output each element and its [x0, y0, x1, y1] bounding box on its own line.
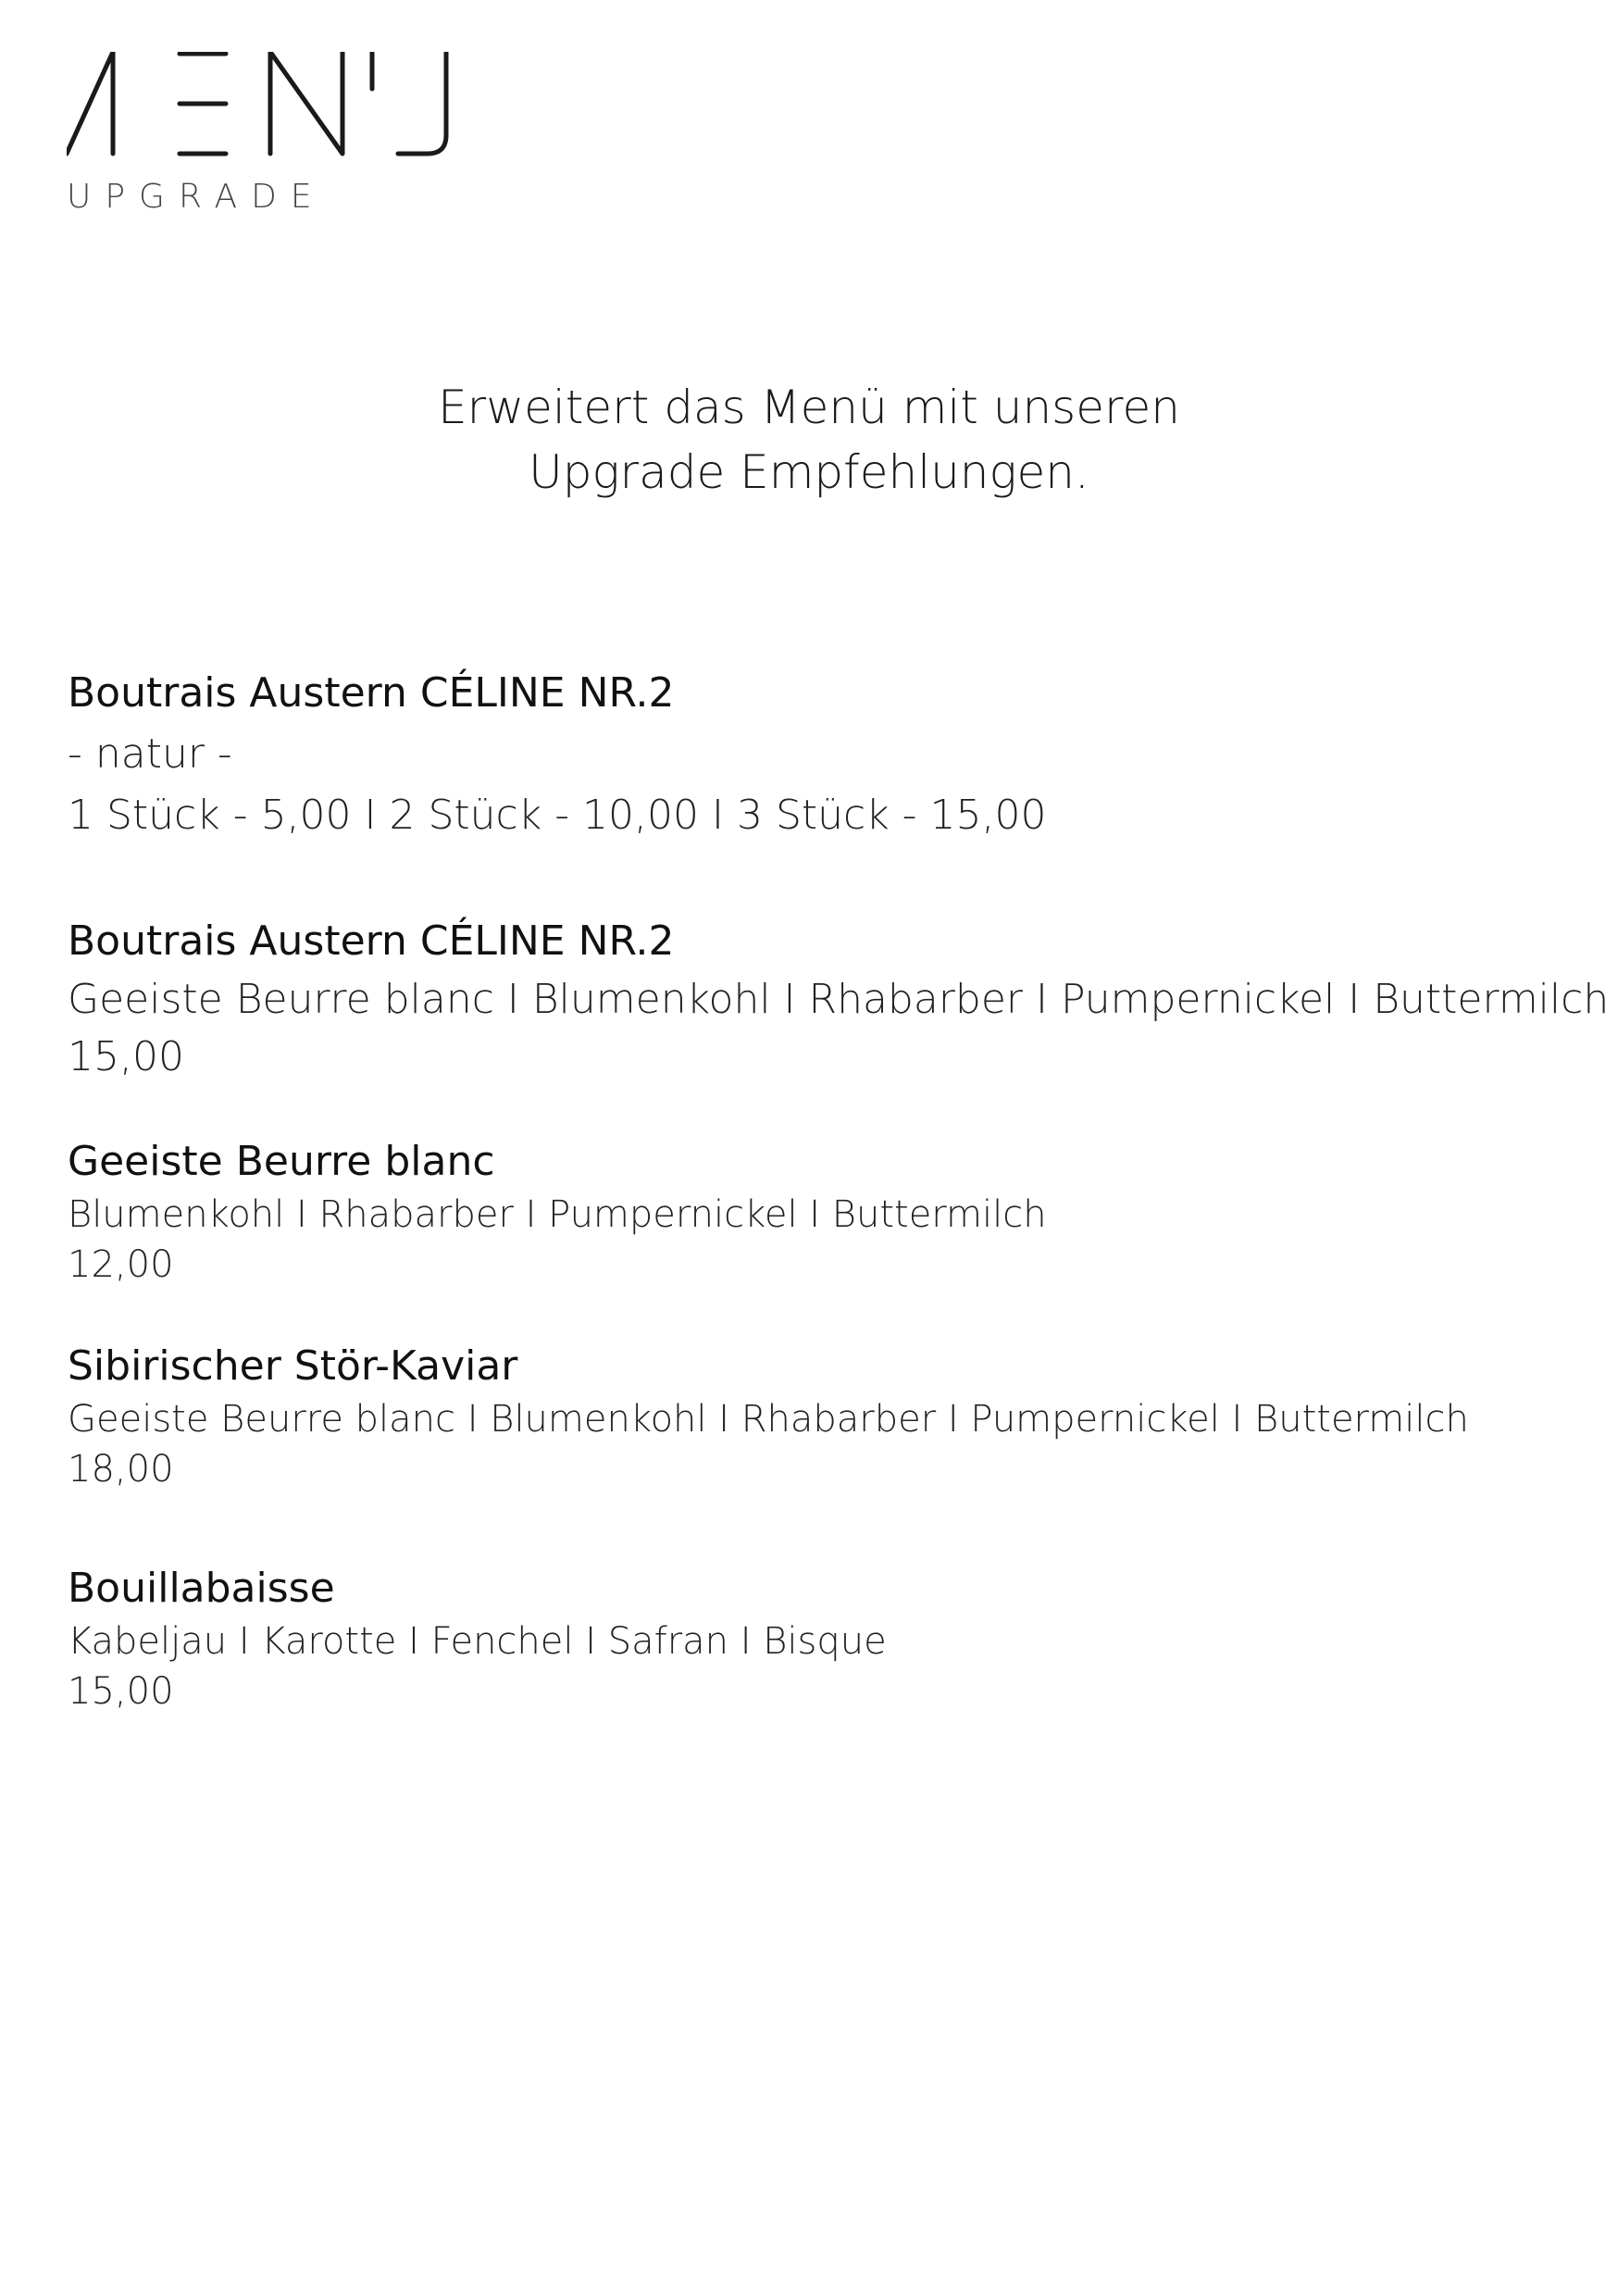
- item-description: Blumenkohl I Rhabarber I Pumpernickel I Buttermilch: [68, 1193, 1047, 1236]
- menu-item: [68, 912, 1609, 1086]
- menu-item: [68, 663, 1047, 846]
- item-price: 12,00: [68, 1243, 174, 1286]
- item-title: Boutrais Austern CÉLINE NR.2: [68, 917, 675, 965]
- menu-item: [68, 1561, 887, 1716]
- item-price: 15,00: [68, 1033, 184, 1080]
- item-description: Geeiste Beurre blanc I Blumenkohl I Rhabarber I Pumpernickel I Buttermilch: [68, 976, 1610, 1023]
- intro-line-1: Erweitert das Menü mit unseren: [438, 381, 1180, 434]
- intro-line-2: Upgrade Empfehlungen.: [529, 445, 1089, 499]
- intro-text: [0, 375, 1618, 505]
- menu-item: [68, 1134, 1047, 1290]
- menu-wordmark: [67, 52, 465, 163]
- logo: [67, 52, 465, 163]
- item-title: Sibirischer Stör-Kaviar: [68, 1342, 518, 1390]
- menu-item: [68, 1339, 1469, 1494]
- item-note: - natur -: [68, 730, 232, 778]
- item-price: 18,00: [68, 1448, 174, 1491]
- item-description: Geeiste Beurre blanc I Blumenkohl I Rhabarber I Pumpernickel I Buttermilch: [68, 1398, 1469, 1441]
- item-price: 15,00: [68, 1670, 174, 1713]
- item-title: Bouillabaisse: [68, 1565, 335, 1612]
- item-title: Boutrais Austern CÉLINE NR.2: [68, 669, 675, 717]
- item-description: Kabeljau I Karotte I Fenchel I Safran I Bisque: [68, 1620, 887, 1663]
- item-title: Geeiste Beurre blanc: [68, 1138, 495, 1185]
- logo-subtitle: UPGRADE: [67, 178, 326, 216]
- item-prices: 1 Stück - 5,00 I 2 Stück - 10,00 I 3 Stück - 15,00: [68, 792, 1047, 839]
